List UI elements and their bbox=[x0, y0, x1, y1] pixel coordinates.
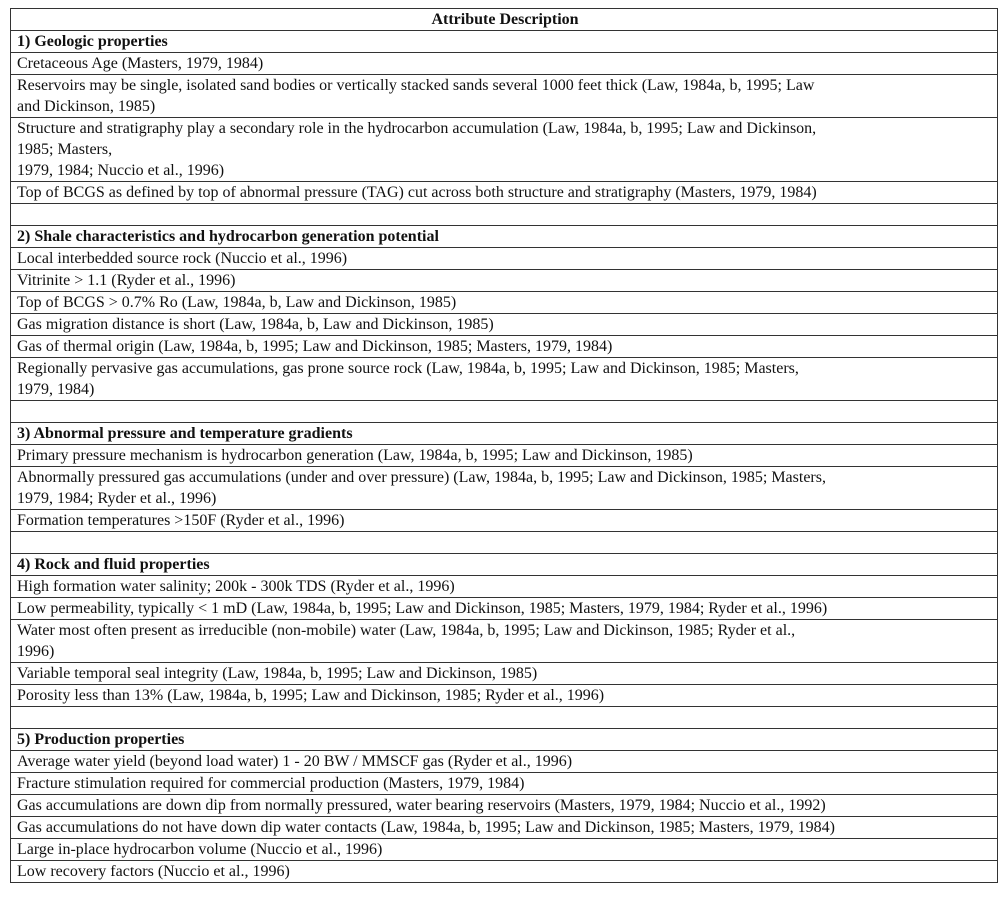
section-title: 2) Shale characteristics and hydrocarbon generation potential bbox=[11, 226, 998, 248]
attribute-line: 1996) bbox=[17, 643, 55, 660]
section-row bbox=[11, 226, 998, 248]
attribute-line: 1985; Masters, bbox=[17, 141, 113, 158]
attribute-line: Vitrinite > 1.1 (Ryder et al., 1996) bbox=[17, 272, 236, 289]
attribute-cell bbox=[11, 270, 998, 292]
attribute-cell bbox=[11, 685, 998, 707]
attribute-cell bbox=[11, 795, 998, 817]
spacer-row bbox=[11, 401, 998, 423]
attribute-cell bbox=[11, 248, 998, 270]
section-row bbox=[11, 31, 998, 53]
attribute-line: Large in-place hydrocarbon volume (Nuccio et al., 1996) bbox=[17, 841, 383, 858]
attribute-cell bbox=[11, 773, 998, 795]
table-body bbox=[11, 31, 998, 883]
table-row bbox=[11, 773, 998, 795]
table-row bbox=[11, 839, 998, 861]
attribute-cell bbox=[11, 817, 998, 839]
attribute-cell bbox=[11, 751, 998, 773]
attribute-line: Gas of thermal origin (Law, 1984a, b, 1995; Law and Dickinson, 1985; Masters, 1979, 1984) bbox=[17, 338, 613, 355]
table-row bbox=[11, 53, 998, 75]
section-row bbox=[11, 554, 998, 576]
section-row bbox=[11, 423, 998, 445]
attribute-line: Top of BCGS as defined by top of abnormal pressure (TAG) cut across both structure and stratigraphy (Masters, 1979, 1984) bbox=[17, 184, 817, 201]
attribute-line: Reservoirs may be single, isolated sand bodies or vertically stacked sands several 1000 feet thick (Law, 1984a, b, 1995; Law bbox=[17, 77, 815, 94]
attribute-cell bbox=[11, 336, 998, 358]
table-row bbox=[11, 292, 998, 314]
attribute-line: Porosity less than 13% (Law, 1984a, b, 1995; Law and Dickinson, 1985; Ryder et al., 1996) bbox=[17, 687, 605, 704]
attribute-line: Local interbedded source rock (Nuccio et al., 1996) bbox=[17, 250, 348, 267]
attribute-cell bbox=[11, 620, 998, 663]
attribute-line: and Dickinson, 1985) bbox=[17, 98, 156, 115]
attribute-line: Abnormally pressured gas accumulations (under and over pressure) (Law, 1984a, b, 1995; Law and Dickinson, 1985; Masters, bbox=[17, 469, 826, 486]
section-title: 3) Abnormal pressure and temperature gradients bbox=[11, 423, 998, 445]
table-row bbox=[11, 576, 998, 598]
table-row bbox=[11, 861, 998, 883]
table-row bbox=[11, 795, 998, 817]
attribute-cell bbox=[11, 182, 998, 204]
table-row bbox=[11, 75, 998, 118]
header-row bbox=[11, 9, 998, 31]
attribute-line: Fracture stimulation required for commercial production (Masters, 1979, 1984) bbox=[17, 775, 525, 792]
attribute-cell bbox=[11, 118, 998, 182]
section-row bbox=[11, 729, 998, 751]
table-row bbox=[11, 248, 998, 270]
attribute-line: Gas migration distance is short (Law, 1984a, b, Law and Dickinson, 1985) bbox=[17, 316, 494, 333]
table-row bbox=[11, 358, 998, 401]
attribute-cell bbox=[11, 292, 998, 314]
table-row bbox=[11, 620, 998, 663]
attribute-cell bbox=[11, 510, 998, 532]
attribute-line: 1979, 1984; Nuccio et al., 1996) bbox=[17, 162, 225, 179]
attribute-cell bbox=[11, 576, 998, 598]
attribute-table bbox=[10, 8, 998, 883]
attribute-cell bbox=[11, 314, 998, 336]
blank-cell bbox=[11, 532, 998, 554]
table-row bbox=[11, 445, 998, 467]
attribute-cell bbox=[11, 663, 998, 685]
spacer-row bbox=[11, 532, 998, 554]
section-title: 1) Geologic properties bbox=[11, 31, 998, 53]
attribute-line: Structure and stratigraphy play a secondary role in the hydrocarbon accumulation (Law, 1984a, b, 1995; Law and Dickinson, bbox=[17, 120, 817, 137]
attribute-line: Low permeability, typically < 1 mD (Law, 1984a, b, 1995; Law and Dickinson, 1985; Masters, 1979, 1984; Ryder et al., 1996) bbox=[17, 600, 828, 617]
attribute-line: 1979, 1984) bbox=[17, 381, 95, 398]
attribute-line: Regionally pervasive gas accumulations, gas prone source rock (Law, 1984a, b, 1995; Law and Dickinson, 1985; Masters, bbox=[17, 360, 799, 377]
section-title: 4) Rock and fluid properties bbox=[11, 554, 998, 576]
table-row bbox=[11, 663, 998, 685]
attribute-line: Gas accumulations do not have down dip water contacts (Law, 1984a, b, 1995; Law and Dickinson, 1985; Masters, 1979, 1984) bbox=[17, 819, 835, 836]
table-row bbox=[11, 598, 998, 620]
attribute-line: Primary pressure mechanism is hydrocarbon generation (Law, 1984a, b, 1995; Law and Dickinson, 1985) bbox=[17, 447, 693, 464]
attribute-line: 1979, 1984; Ryder et al., 1996) bbox=[17, 490, 217, 507]
attribute-line: Average water yield (beyond load water) 1 - 20 BW / MMSCF gas (Ryder et al., 1996) bbox=[17, 753, 573, 770]
attribute-line: High formation water salinity; 200k - 300k TDS (Ryder et al., 1996) bbox=[17, 578, 455, 595]
attribute-cell bbox=[11, 445, 998, 467]
attribute-line: Variable temporal seal integrity (Law, 1984a, b, 1995; Law and Dickinson, 1985) bbox=[17, 665, 538, 682]
spacer-row bbox=[11, 204, 998, 226]
table-row bbox=[11, 817, 998, 839]
attribute-cell bbox=[11, 467, 998, 510]
table-row bbox=[11, 270, 998, 292]
table-row bbox=[11, 685, 998, 707]
attribute-line: Formation temperatures >150F (Ryder et al., 1996) bbox=[17, 512, 345, 529]
blank-cell bbox=[11, 204, 998, 226]
table-row bbox=[11, 182, 998, 204]
attribute-line: Top of BCGS > 0.7% Ro (Law, 1984a, b, Law and Dickinson, 1985) bbox=[17, 294, 457, 311]
table-row bbox=[11, 510, 998, 532]
blank-cell bbox=[11, 401, 998, 423]
attribute-line: Low recovery factors (Nuccio et al., 1996) bbox=[17, 863, 290, 880]
attribute-cell bbox=[11, 861, 998, 883]
attribute-cell bbox=[11, 598, 998, 620]
attribute-cell bbox=[11, 358, 998, 401]
table-row bbox=[11, 751, 998, 773]
table-row bbox=[11, 467, 998, 510]
attribute-line: Cretaceous Age (Masters, 1979, 1984) bbox=[17, 55, 264, 72]
table-row bbox=[11, 336, 998, 358]
table-row bbox=[11, 314, 998, 336]
blank-cell bbox=[11, 707, 998, 729]
spacer-row bbox=[11, 707, 998, 729]
attribute-cell bbox=[11, 839, 998, 861]
attribute-line: Water most often present as irreducible (non-mobile) water (Law, 1984a, b, 1995; Law and Dickinson, 1985; Ryder et al., bbox=[17, 622, 796, 639]
section-title: 5) Production properties bbox=[11, 729, 998, 751]
table-row bbox=[11, 118, 998, 182]
attribute-cell bbox=[11, 53, 998, 75]
table-header: Attribute Description bbox=[11, 9, 998, 31]
attribute-cell bbox=[11, 75, 998, 118]
attribute-line: Gas accumulations are down dip from normally pressured, water bearing reservoirs (Masters, 1979, 1984; Nuccio et al., 1992) bbox=[17, 797, 826, 814]
